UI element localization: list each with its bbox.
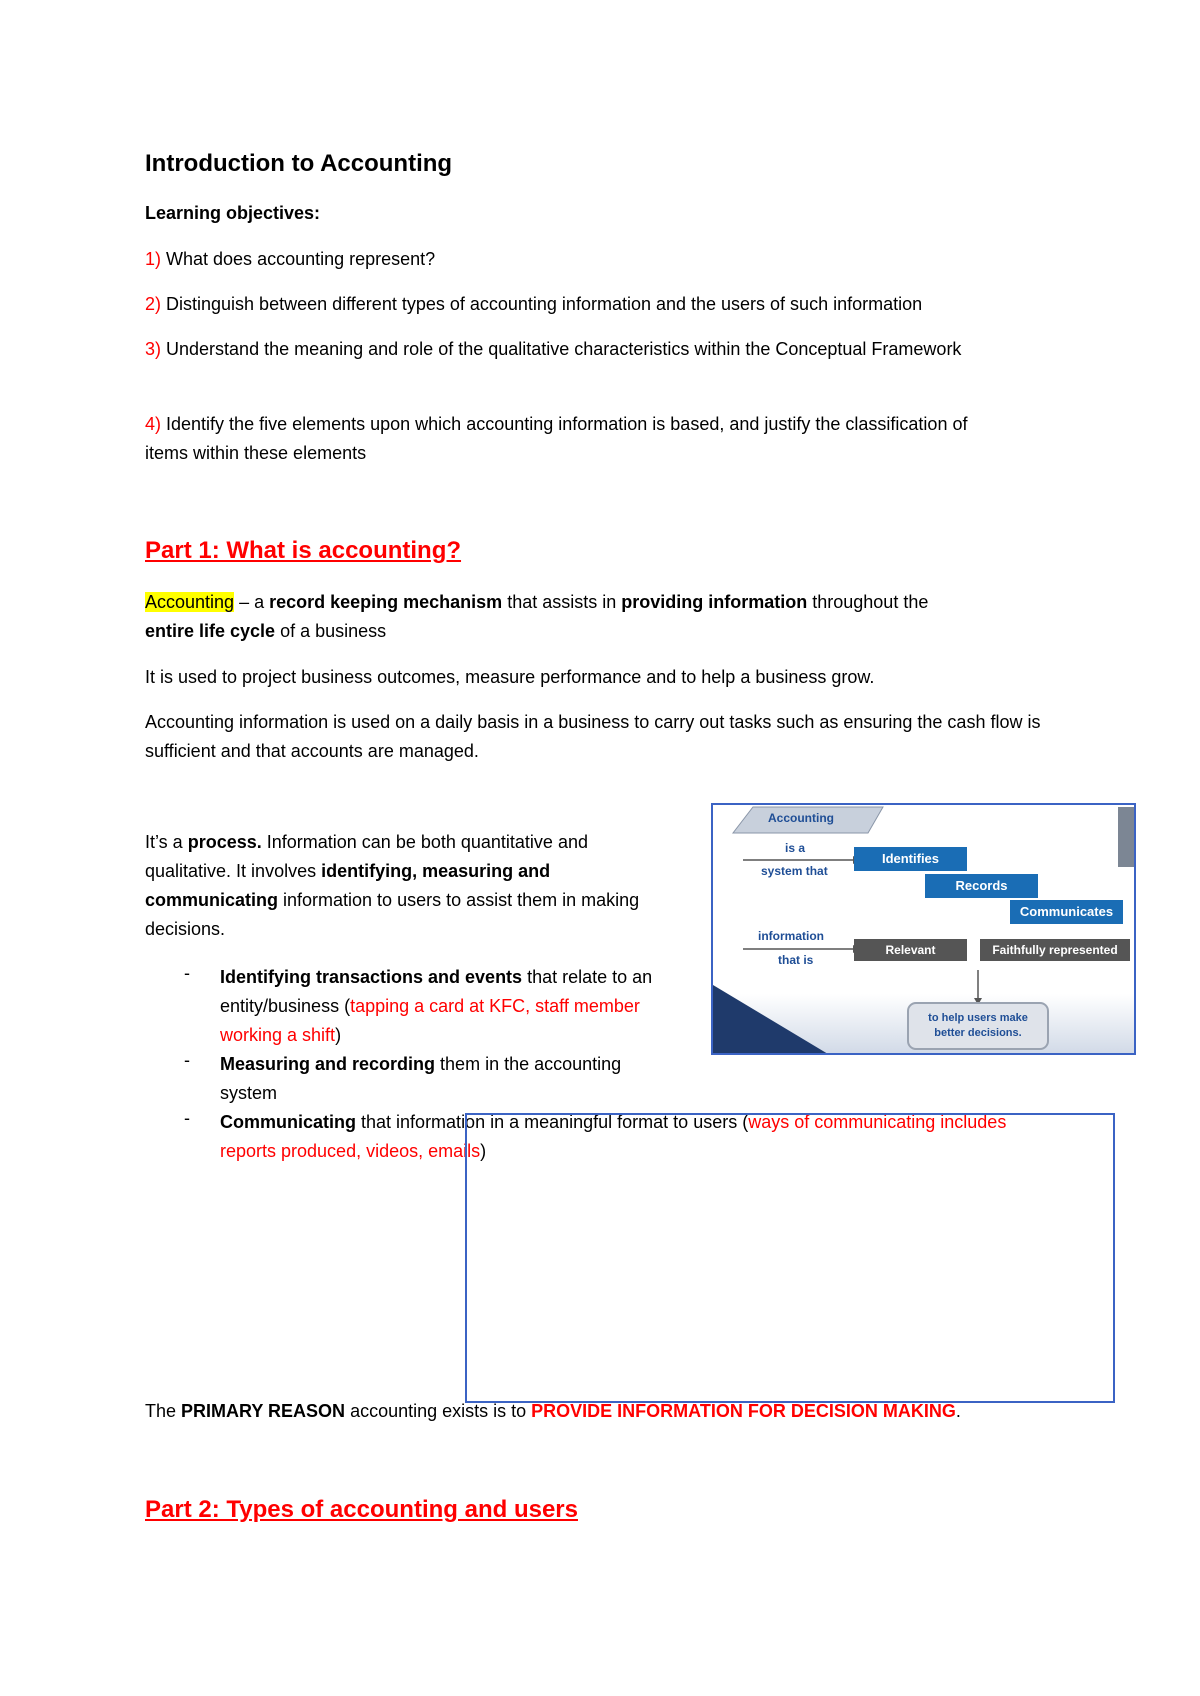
objectives-heading: Learning objectives:: [145, 203, 321, 223]
def-bold: record keeping mechanism: [269, 592, 503, 612]
diagram-communicates-box: Communicates: [1010, 900, 1123, 924]
paragraph-daily-use: Accounting information is used on a daily basis in a business to carry out tasks such as ensuring the cash flow is sufficient and that accounts are managed.: [145, 712, 1041, 761]
primary-reason: [145, 1397, 1095, 1426]
bullet-marker: -: [184, 1108, 190, 1128]
highlighted-term: Accounting: [145, 592, 235, 612]
bullet-item: [220, 1050, 680, 1108]
def-bold: entire life cycle: [145, 621, 276, 641]
diagram-information: information: [758, 929, 824, 943]
bullet-text: them in the accounting system: [220, 1054, 622, 1103]
objective-number: 1): [145, 249, 162, 269]
process-text: Information can be both quantitative and qualitative. It involves: [145, 832, 588, 881]
objective-2: [145, 290, 1065, 319]
process-paragraph: [145, 828, 665, 944]
empty-text-box: [465, 1113, 1115, 1403]
bullet-item: [220, 963, 680, 1050]
objective-text: Understand the meaning and role of the qualitative characteristics within the Conceptual Framework: [161, 339, 962, 359]
process-bold: identifying, measuring and communicating: [145, 861, 551, 910]
diagram-that-is: that is: [778, 953, 814, 967]
diagram-records-box: Records: [925, 874, 1038, 898]
paragraph-purpose: It is used to project business outcomes, measure performance and to help a business grow.: [145, 667, 875, 687]
objective-text: Identify the five elements upon which accounting information is based, and justify the classification of items within these elements: [145, 414, 968, 463]
diagram-is-a: is a: [785, 841, 806, 855]
objective-4: [145, 410, 995, 468]
bullet-text: that information in a meaningful format to users (: [356, 1112, 749, 1132]
bullet-text: that relate to an entity/business (: [220, 967, 653, 1016]
diagram-help-text: to help users make better decisions.: [928, 1012, 1028, 1039]
objective-3: [145, 335, 1025, 364]
def-text: of a business: [275, 621, 387, 641]
objective-1: [145, 245, 1065, 274]
objective-number: 4): [145, 414, 162, 434]
bullet-example: tapping a card at KFC, staff member working a shift: [220, 996, 640, 1045]
diagram-faithfully-box: Faithfully represented: [980, 939, 1130, 961]
process-text: It’s a: [145, 832, 188, 852]
diagram-relevant-box: Relevant: [854, 939, 967, 961]
objective-number: 2): [145, 294, 162, 314]
bullet-marker: -: [184, 963, 190, 983]
bullet-example: ways of communicating includes reports produced, videos, emails: [220, 1112, 1007, 1161]
primary-text: .: [955, 1401, 961, 1421]
primary-text: The: [145, 1401, 182, 1421]
objective-text: What does accounting represent?: [161, 249, 436, 269]
accounting-diagram: [711, 803, 1136, 1055]
bullet-bold: Identifying transactions and events: [220, 967, 523, 987]
bullet-bold: Measuring and recording: [220, 1054, 436, 1074]
diagram-system-that: system that: [761, 864, 828, 878]
diagram-corner-image: [1118, 807, 1136, 867]
def-bold: providing information: [621, 592, 808, 612]
page-title: Introduction to Accounting: [145, 150, 453, 177]
bullet-text: ): [335, 1025, 342, 1045]
accounting-definition: [145, 588, 1065, 646]
bullet-marker: -: [184, 1050, 190, 1070]
bullet-text: ): [480, 1141, 487, 1161]
def-text: that assists in: [502, 592, 622, 612]
objective-number: 3): [145, 339, 162, 359]
part2-heading: Part 2: Types of accounting and users: [145, 1496, 578, 1523]
primary-red: PROVIDE INFORMATION FOR DECISION MAKING: [531, 1401, 956, 1421]
primary-bold: PRIMARY REASON: [181, 1401, 346, 1421]
diagram-header: Accounting: [768, 811, 834, 825]
def-text: – a: [234, 592, 270, 612]
def-text: throughout the: [807, 592, 929, 612]
diagram-identifies-box: Identifies: [854, 847, 967, 871]
process-bold: process.: [187, 832, 262, 852]
part1-heading: Part 1: What is accounting?: [145, 537, 462, 564]
bullet-bold: Communicating: [220, 1112, 357, 1132]
process-text: information to users to assist them in making decisions.: [145, 890, 640, 939]
objective-text: Distinguish between different types of accounting information and the users of such information: [161, 294, 923, 314]
primary-text: accounting exists is to: [345, 1401, 532, 1421]
